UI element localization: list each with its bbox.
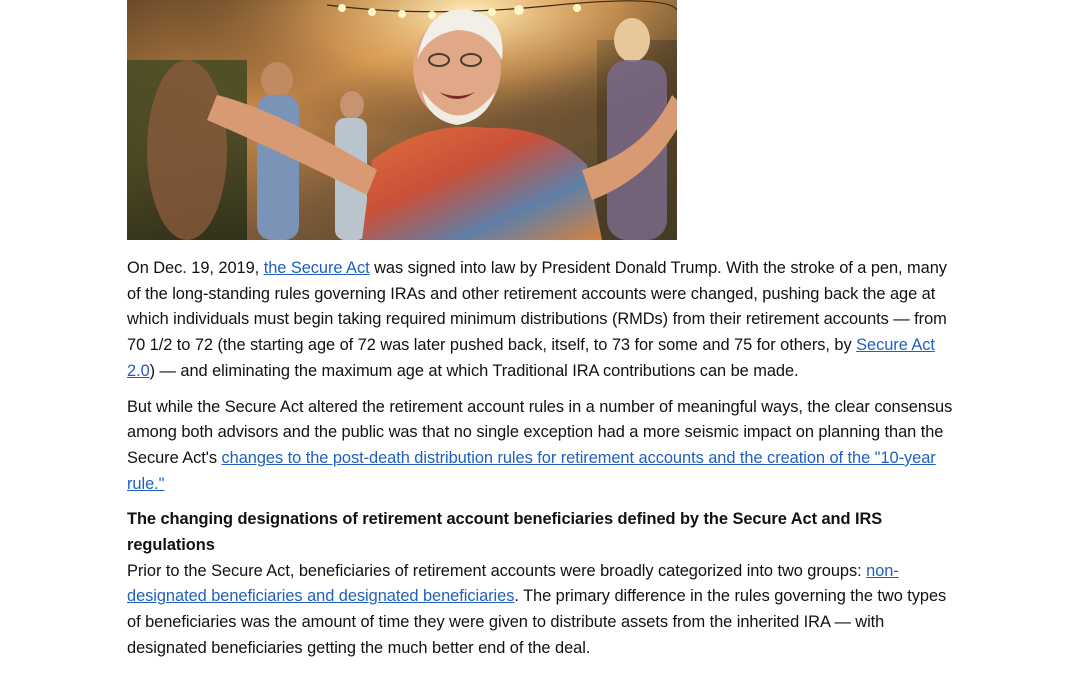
paragraph-text: Prior to the Secure Act, beneficiaries of retirement accounts were broadly categorized into two groups: — [127, 561, 867, 580]
paragraph-text: But while the Secure Act altered the retirement account rules in a number of meaningful ways, the clear consensus among both advisors and the public was that no single exception had a more seismic impact on planning than the Secure Act's — [127, 397, 953, 467]
hero-photo — [127, 0, 677, 240]
paragraph-consensus — [127, 395, 957, 498]
paragraph-text: was signed into law by President Donald Trump. With the stroke of a pen, many of the long-standing rules governing IRAs and other retirement accounts were changed, pushing back the age at which individuals must begin taking required minimum distributions (RMDs) from their retirement accounts — from 70 1/2 to 72 (the starting age of 72 was later pushed back, itself, to 73 for some and 75 for others, by — [127, 259, 947, 355]
section-heading: The changing designations of retirement account beneficiaries defined by the Secure Act and IRS regulations — [127, 510, 883, 555]
paragraph-text: On Dec. 19, 2019, — [127, 259, 264, 277]
link-post-death-distribution-rules[interactable]: changes to the post-death distribution rules for retirement accounts and the creation of the "10-year rule." — [127, 448, 936, 493]
article-body — [127, 256, 957, 672]
paragraph-secure-act-intro — [127, 256, 957, 385]
paragraph-beneficiary-designations — [127, 507, 957, 661]
photo-of-celebrating-senior-man-icon — [127, 0, 677, 240]
link-secure-act-2[interactable]: Secure Act 2.0 — [127, 336, 935, 380]
paragraph-text: . The primary difference in the rules governing the two types of beneficiaries was the amount of time they were given to distribute assets from the inherited IRA — with designated beneficiaries getting the much better end of the deal. — [127, 587, 947, 657]
link-beneficiary-types[interactable]: non-designated beneficiaries and designated beneficiaries — [127, 561, 899, 606]
link-the-secure-act[interactable]: the Secure Act — [263, 259, 370, 277]
paragraph-text: ) — and eliminating the maximum age at which Traditional IRA contributions can be made. — [149, 361, 799, 380]
